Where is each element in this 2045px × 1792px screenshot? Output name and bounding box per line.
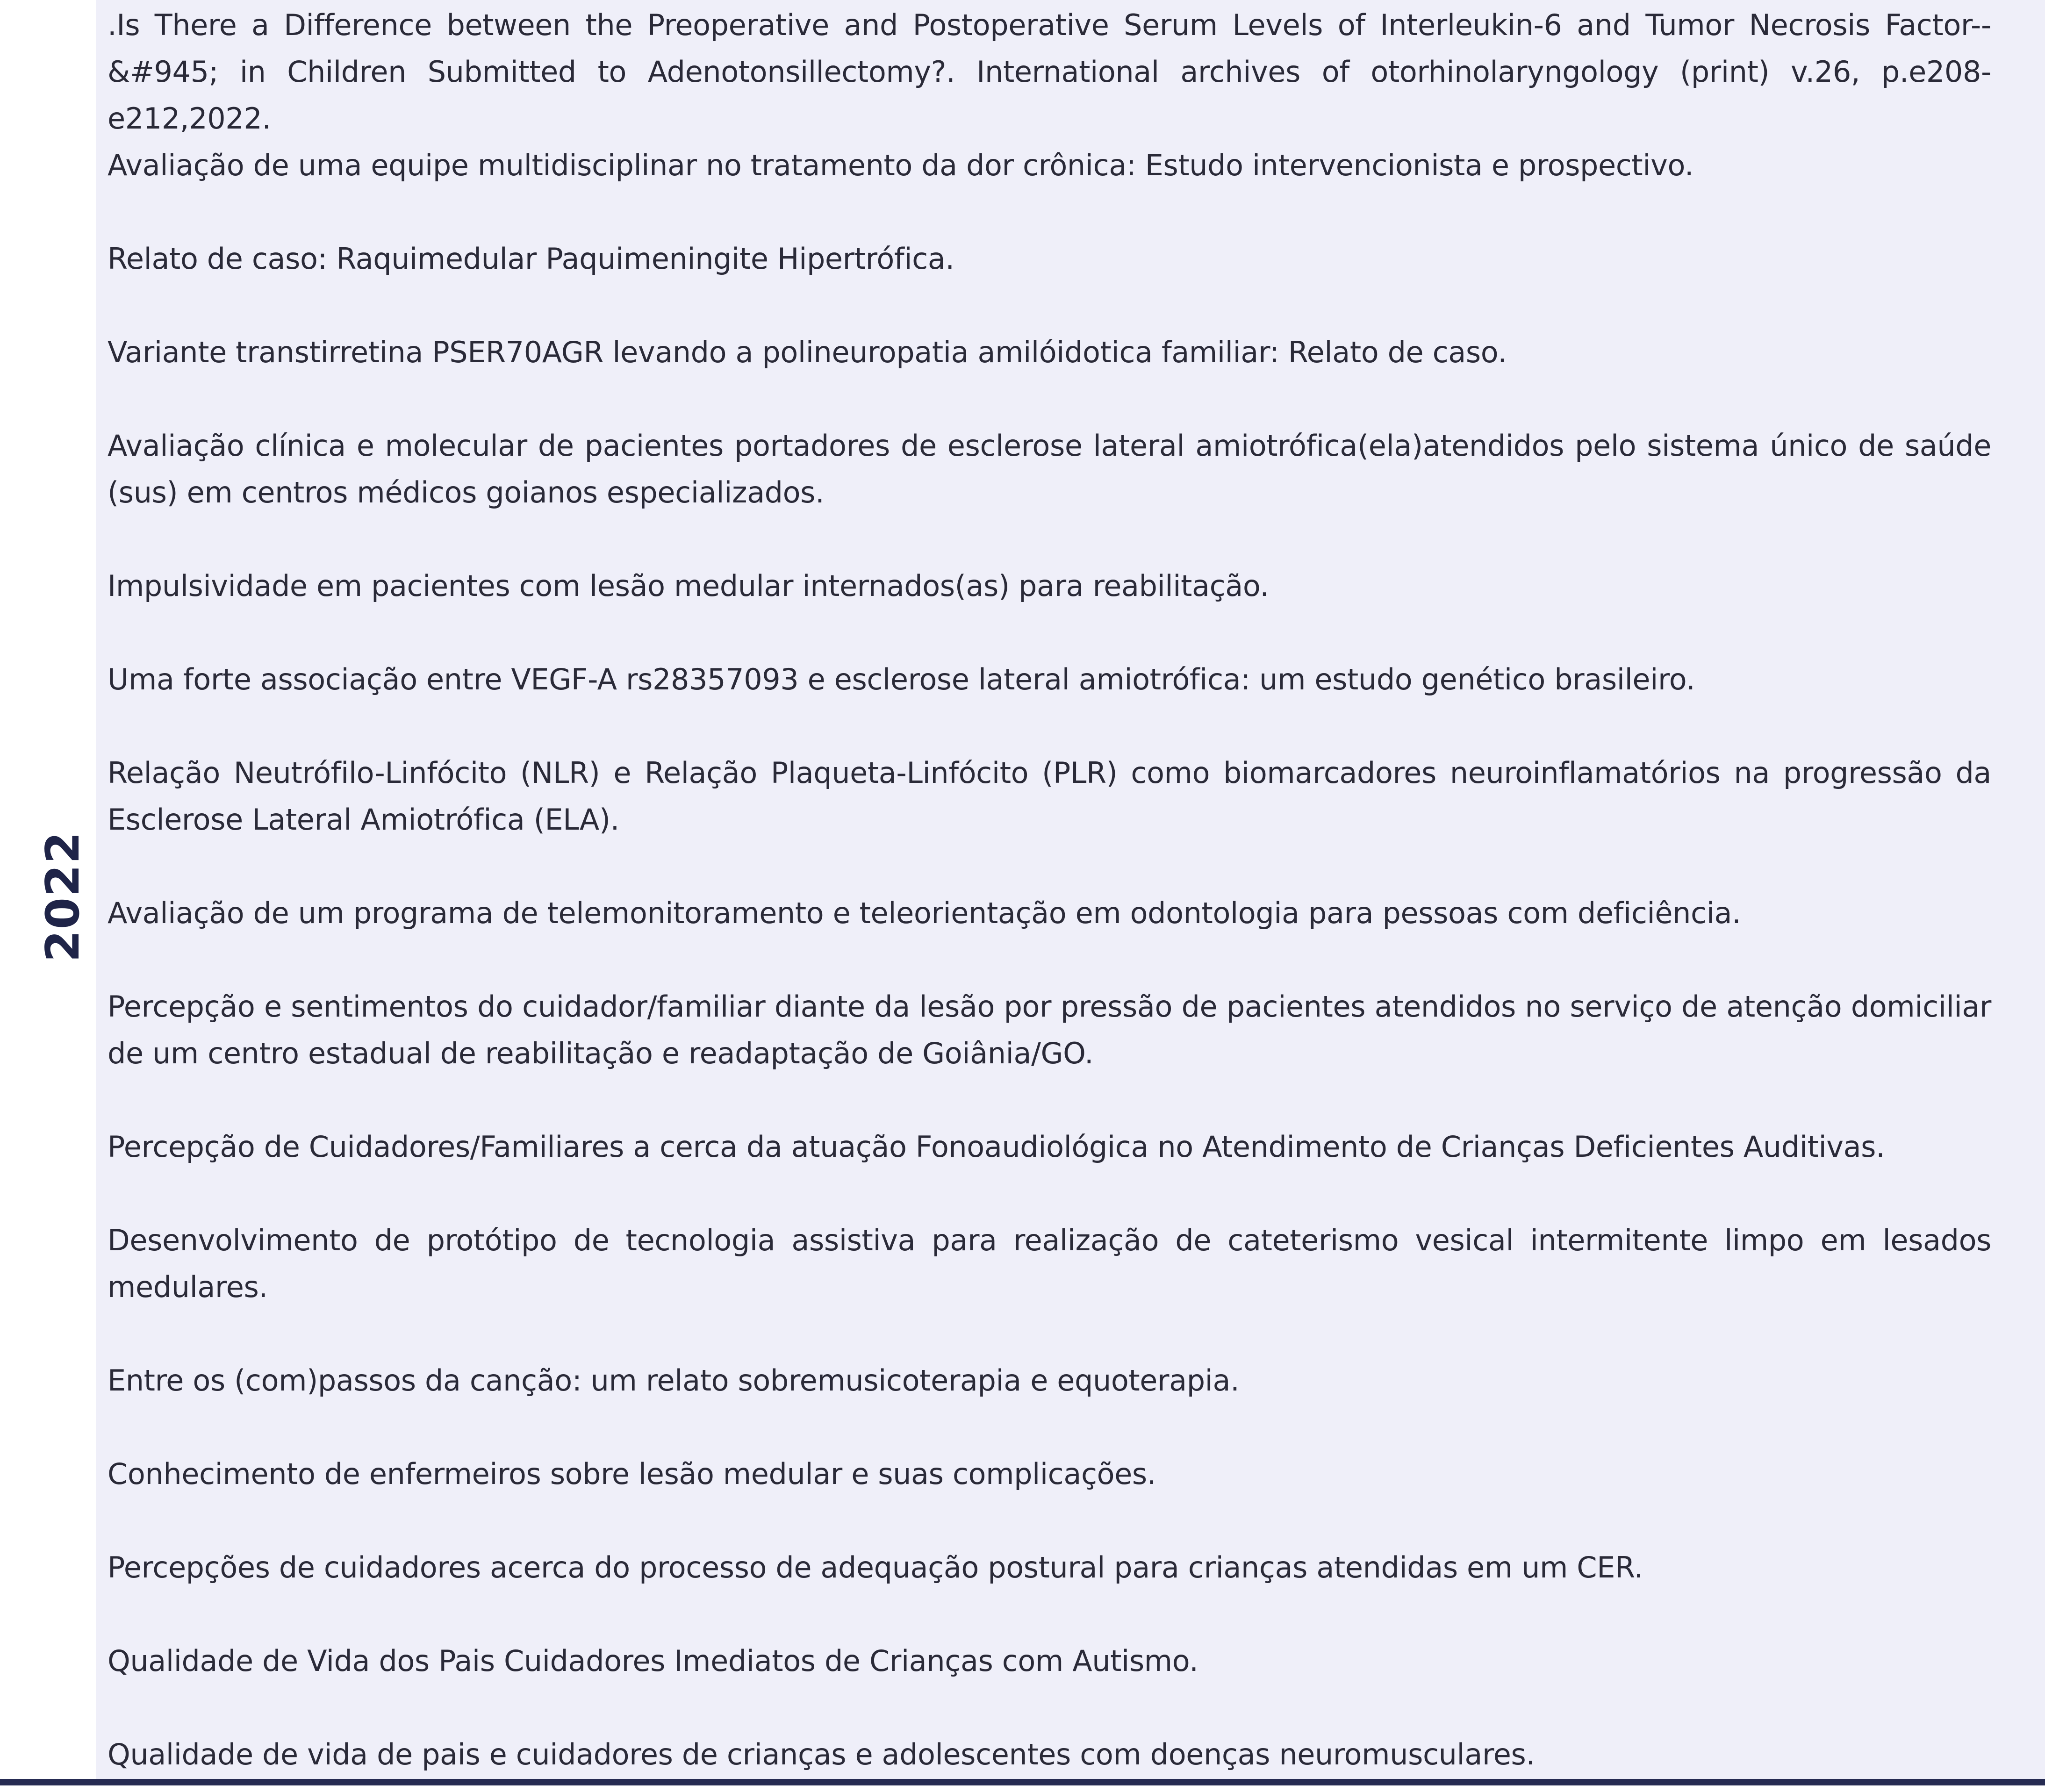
year-column [0, 0, 96, 1779]
publication-item: Relação Neutrófilo-Linfócito (NLR) e Relação Plaqueta-Linfócito (PLR) como biomarcadores neuroinflamatórios na progressão da Esclerose Lateral Amiotrófica (ELA). [108, 756, 1991, 837]
publication-item: Relato de caso: Raquimedular Paquimeningite Hipertrófica. [108, 242, 954, 276]
publication-item: Avaliação de uma equipe multidisciplinar no tratamento da dor crônica: Estudo intervencionista e prospectivo. [108, 148, 1694, 182]
publication-item: Entre os (com)passos da canção: um relato sobremusicoterapia e equoterapia. [108, 1363, 1240, 1398]
publication-item: Avaliação clínica e molecular de pacientes portadores de esclerose lateral amiotrófica(ela)atendidos pelo sistema único de saúde (sus) em centros médicos goianos especializados. [108, 429, 1991, 509]
bottom-divider [0, 1779, 2045, 1785]
publication-item: Desenvolvimento de protótipo de tecnologia assistiva para realização de cateterismo vesical intermitente limpo em lesados medulares. [108, 1223, 1991, 1304]
publication-list [96, 0, 2045, 1779]
publication-item: Avaliação de um programa de telemonitoramento e teleorientação em odontologia para pessoas com deficiência. [108, 896, 1741, 930]
publication-item: Percepções de cuidadores acerca do processo de adequação postural para crianças atendidas em um CER. [108, 1550, 1643, 1584]
publication-item: Percepção de Cuidadores/Familiares a cerca da atuação Fonoaudiológica no Atendimento de Crianças Deficientes Auditivas. [108, 1130, 1885, 1164]
publication-item: Qualidade de vida de pais e cuidadores de crianças e adolescentes com doenças neuromusculares. [108, 1737, 1535, 1771]
publication-item: Qualidade de Vida dos Pais Cuidadores Imediatos de Crianças com Autismo. [108, 1644, 1198, 1678]
publication-item: .Is There a Difference between the Preoperative and Postoperative Serum Levels of Interleukin-6 and Tumor Necrosis Factor--&#945; in Children Submitted to Adenotonsillectomy?. International archives of otorhinolaryngology (print) v.26, p.e208-e212,2022. [108, 8, 1991, 136]
publication-item: Uma forte associação entre VEGF-A rs28357093 e esclerose lateral amiotrófica: um estudo genético brasileiro. [108, 662, 1695, 696]
publication-item: Variante transtirretina PSER70AGR levando a polineuropatia amilóidotica familiar: Relato de caso. [108, 335, 1507, 369]
publication-item: Percepção e sentimentos do cuidador/familiar diante da lesão por pressão de pacientes atendidos no serviço de atenção domiciliar de um centro estadual de reabilitação e readaptação de Goiânia/GO. [108, 989, 1991, 1070]
year-label: 2022 [36, 831, 90, 962]
publication-item: Conhecimento de enfermeiros sobre lesão medular e suas complicações. [108, 1457, 1156, 1491]
publication-item: Impulsividade em pacientes com lesão medular internados(as) para reabilitação. [108, 569, 1269, 603]
